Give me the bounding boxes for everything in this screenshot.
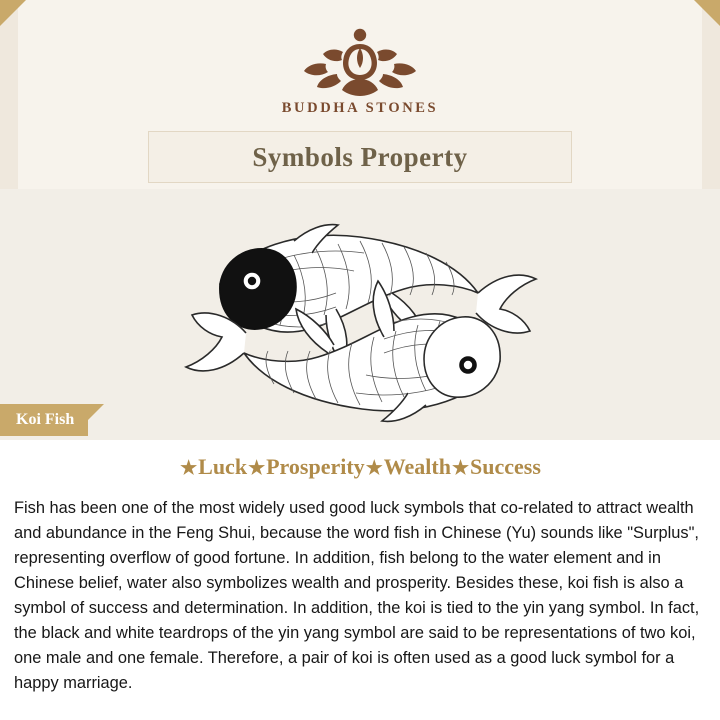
corner-accent-top-right	[694, 0, 720, 26]
brand-header	[0, 0, 720, 117]
keyword-prosperity: Prosperity	[266, 454, 365, 479]
brand-name: BUDDHA STONES	[281, 100, 439, 116]
illustration-area	[0, 189, 720, 461]
keyword-luck: Luck	[198, 454, 248, 479]
lotus-meditation-icon	[0, 22, 720, 96]
symbol-label-tag	[0, 404, 104, 436]
keyword-success: Success	[470, 454, 541, 479]
symbol-label-text: Koi Fish	[0, 404, 88, 436]
star-icon: ★	[180, 458, 198, 479]
description-panel	[0, 440, 720, 720]
corner-accent-top-left	[0, 0, 26, 26]
description-text: Fish has been one of the most widely used good luck symbols that co-related to attract wealth and abundance in the Feng Shui, because the word fish in Chinese (Yu) sounds like "Surplus", representing overflow of good fortune. In addition, fish belong to the water element and in Chinese belief, water also symbolizes wealth and prosperity. Besides these, koi fish is also a symbol of success and determination. In addition, the koi is tied to the yin yang symbol. In fact, the black and white teardrops of the yin yang symbol are said to be representations of two koi, one male and one female. Therefore, a pair of koi is often used as a good luck symbol for a happy marriage.	[14, 499, 700, 692]
koi-fish-yin-yang-illustration	[0, 189, 720, 457]
page-title-text: Symbols Property	[252, 141, 468, 172]
star-icon: ★	[365, 458, 383, 479]
tag-arrow-shape	[88, 404, 104, 436]
keyword-list	[14, 454, 706, 480]
keyword-wealth: Wealth	[383, 454, 451, 479]
page-title	[148, 131, 572, 183]
star-icon: ★	[451, 458, 470, 479]
star-icon: ★	[248, 458, 266, 479]
